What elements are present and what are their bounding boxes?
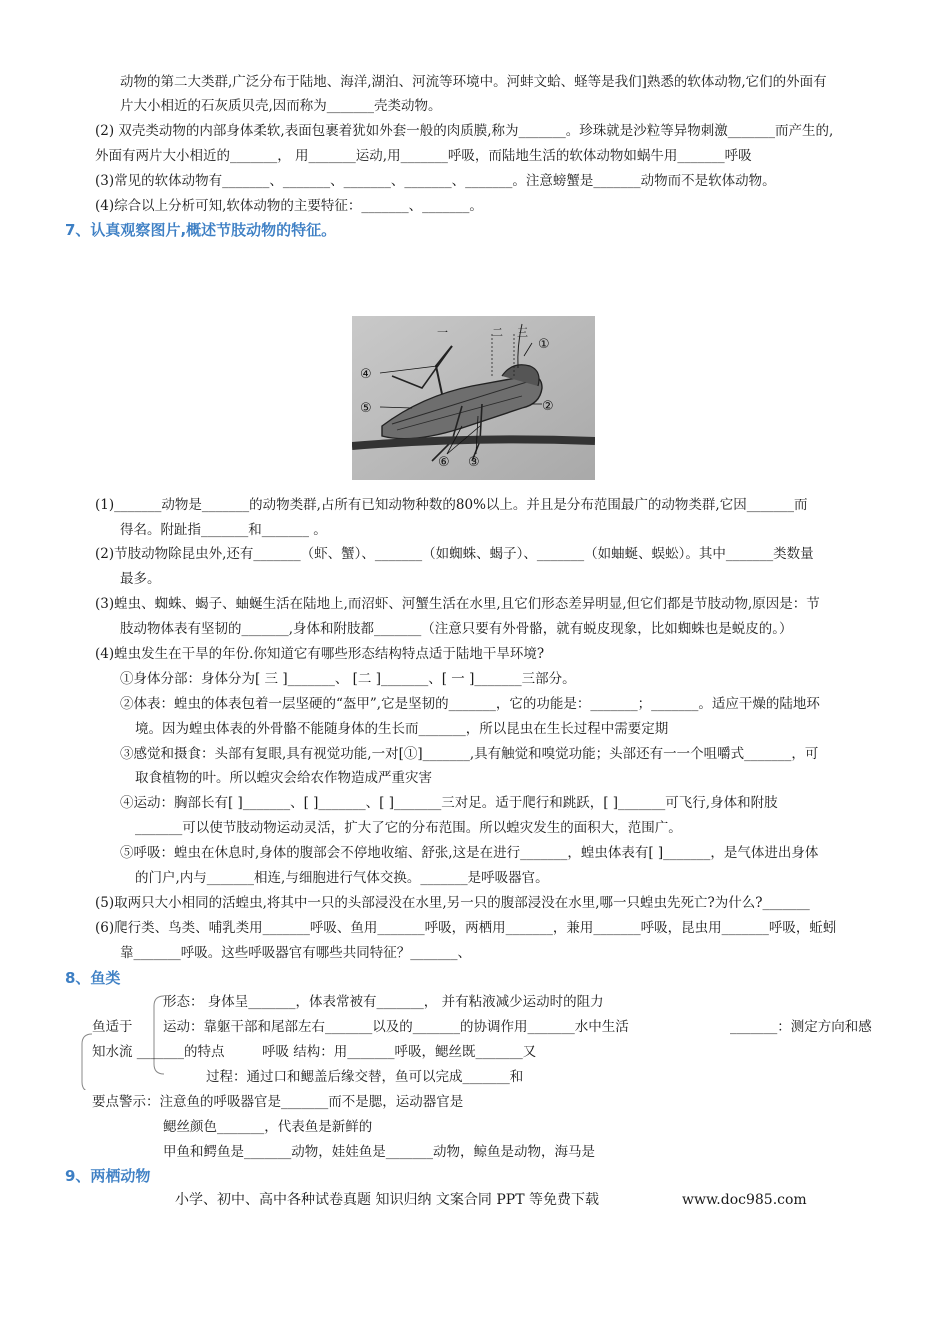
- text-line: 运动：靠躯干部和尾部左右_______以及的_______的协调作用_______水中生活: [163, 1019, 629, 1035]
- figure-label-circle-1: ①: [538, 337, 550, 352]
- text-line: 形态： 身体呈_______，体表常被有_______， 并有粘液减少运动时的阻力: [163, 994, 604, 1010]
- text-line: (4)蝗虫发生在干旱的年份.你知道它有哪些形态结构特点适于陆地干旱环境?: [95, 646, 545, 662]
- figure-label-circle-6: ⑥: [438, 455, 450, 470]
- footer-url[interactable]: www.doc985.com: [682, 1192, 807, 1208]
- text-line: (4)综合以上分析可知,软体动物的主要特征：_______、_______。: [95, 198, 483, 214]
- text-line: (3)常见的软体动物有_______、_______、_______、_______、_______。注意螃蟹是_______动物而不是软体动物。: [95, 173, 776, 189]
- text-line: 最多。: [120, 571, 161, 587]
- text-line: 得名。附趾指_______和_______ 。: [120, 522, 327, 538]
- text-line: (6)爬行类、鸟类、哺乳类用_______呼吸、鱼用_______呼吸，两栖用_______，兼用_______呼吸，昆虫用_______呼吸，蚯蚓: [95, 920, 837, 936]
- figure-label-circle-4: ④: [360, 367, 372, 382]
- text-line: ⑤呼吸：蝗虫在休息时,身体的腹部会不停地收缩、舒张,这是在进行_______，蝗虫体表有[ ]_______，是气体进出身体: [120, 845, 819, 861]
- text-line: 鳃丝颜色_______，代表鱼是新鲜的: [163, 1119, 373, 1135]
- text-line: _______可以使节肢动物运动灵活，扩大了它的分布范围。所以蝗灾发生的面积大，范围广。: [135, 820, 682, 836]
- text-line: 片大小相近的石灰质贝壳,因而称为_______壳类动物。: [120, 98, 442, 114]
- text-line: 鱼适于: [92, 1019, 133, 1035]
- text-line: ②体表：蝗虫的体表包着一层坚硬的“盔甲”,它是坚韧的_______，它的功能是：_______；_______。适应干燥的陆地环: [120, 696, 820, 712]
- grasshopper-illustration: [352, 316, 595, 480]
- figure-label-circle-2: ②: [542, 399, 554, 414]
- text-line: 要点警示：注意鱼的呼吸器官是_______而不是腮，运动器官是: [92, 1094, 464, 1110]
- text-line: 呼吸 结构：用_______呼吸，鳃丝既_______又: [262, 1044, 537, 1060]
- text-line: ③感觉和摄食：头部有复眼,具有视觉功能,一对[①]_______,具有触觉和嗅觉功能；头部还有一一个咀嚼式_______，可: [120, 746, 819, 762]
- text-line: (1)_______动物是_______的动物类群,占所有已知动物种数的80%以上。并且是分布范围最广的动物类群,它因_______而: [95, 497, 808, 513]
- text-line: 肢动物体表有坚韧的_______,身体和附肢都_______（注意只要有外骨骼，就有蜕皮现象，比如蜘蛛也是蜕皮的。）: [120, 621, 793, 637]
- text-line: (2)节肢动物除昆虫外,还有_______（虾、蟹）、_______（如蜘蛛、蝎子）、_______（如蚰蜒、蜈蚣）。其中_______类数量: [95, 546, 814, 562]
- fish-brace-lines: [78, 990, 168, 1090]
- figure-label-3: 三: [517, 326, 528, 339]
- section-7-heading: 7、认真观察图片,概述节肢动物的特征。: [65, 221, 337, 239]
- text-line: 靠_______呼吸。这些呼吸器官有哪些共同特征？_______、: [120, 945, 471, 961]
- text-line: ④运动：胸部长有[ ]_______、[ ]_______、[ ]_______三对足。适于爬行和跳跃，[ ]_______可飞行,身体和附肢: [120, 795, 778, 811]
- text-line: 动物的第二大类群,广泛分布于陆地、海洋,湖泊、河流等环境中。河蚌文蛤、蛏等是我们]熟悉的软体动物,它们的外面有: [120, 74, 827, 90]
- text-line: (5)取两只大小相同的活蝗虫,将其中一只的头部浸没在水里,另一只的腹部浸没在水里,哪一只蝗虫先死亡?为什么?_______: [95, 895, 810, 911]
- text-line: ①身体分部：身体分为[ 三 ]_______、 [二 ]_______、[ 一 ]_______三部分。: [120, 671, 576, 687]
- text-line: _______：测定方向和感: [730, 1019, 872, 1035]
- footer-text: 小学、初中、高中各种试卷真题 知识归纳 文案合同 PPT 等免费下载: [175, 1192, 599, 1208]
- figure-label-circle-5: ⑤: [360, 401, 372, 416]
- text-line: 甲鱼和鳄鱼是_______动物，娃娃鱼是_______动物，鲸鱼是动物，海马是: [163, 1144, 595, 1160]
- text-line: 知水流 _______的特点: [92, 1044, 225, 1060]
- text-line: 外面有两片大小相近的_______， 用_______运动,用_______呼吸，而陆地生活的软体动物如蜗牛用_______呼吸: [95, 148, 752, 164]
- figure-label-2: 二: [492, 326, 503, 339]
- section-9-heading: 9、两栖动物: [65, 1167, 151, 1185]
- section-8-heading: 8、鱼类: [65, 969, 121, 987]
- text-line: 过程：通过口和鳃盖后缘交替，鱼可以完成_______和: [206, 1069, 524, 1085]
- text-line: (2) 双壳类动物的内部身体柔软,表面包裹着犹如外套一般的肉质膜,称为_______。珍珠就是沙粒等异物刺激_______而产生的,: [95, 123, 834, 139]
- text-line: 取食植物的叶。所以蝗灾会给农作物造成严重灾害: [135, 770, 432, 786]
- figure-label-circle-3: ③: [468, 455, 480, 470]
- figure-label-1: 一: [437, 326, 448, 339]
- text-line: 境。因为蝗虫体表的外骨骼不能随身体的生长而_______，所以昆虫在生长过程中需要定期: [135, 721, 669, 737]
- grasshopper-figure: [352, 316, 595, 480]
- text-line: 的门户,内与_______相连,与细胞进行气体交换。_______是呼吸器官。: [135, 870, 549, 886]
- text-line: (3)蝗虫、蜘蛛、蝎子、蚰蜒生活在陆地上,而沼虾、河蟹生活在水里,且它们形态差异明显,但它们都是节肢动物,原因是：节: [95, 596, 820, 612]
